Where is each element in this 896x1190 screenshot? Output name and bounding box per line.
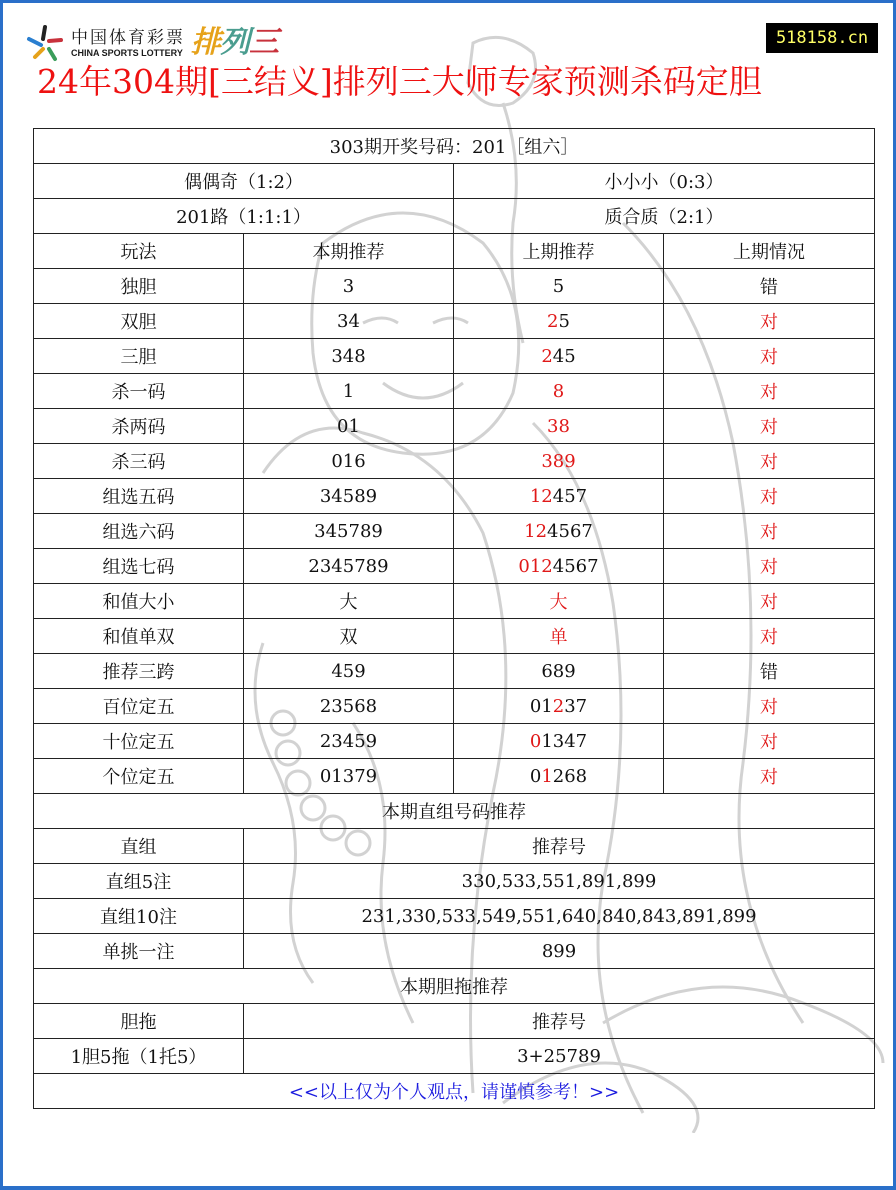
column-header: 直组 — [34, 829, 244, 864]
current-recommendation: 23568 — [244, 689, 454, 724]
column-header: 上期情况 — [664, 234, 875, 269]
current-recommendation: 34589 — [244, 479, 454, 514]
prev-other-digits: 45 — [552, 345, 576, 367]
table-row — [34, 549, 875, 584]
section-title-row — [34, 794, 875, 829]
table-row — [34, 864, 875, 899]
direct-group-section-title: 本期直组号码推荐 — [34, 794, 875, 829]
play-type: 组选七码 — [34, 549, 244, 584]
table-row — [34, 934, 875, 969]
big-small-ratio: 小小小（0:3） — [454, 164, 875, 199]
lottery-name-cn: 中国体育彩票 — [71, 27, 185, 48]
prev-hit-digits: 012 — [518, 555, 553, 577]
play-type: 杀三码 — [34, 444, 244, 479]
prev-hit-digits: 8 — [552, 380, 565, 402]
draw-result-row — [34, 129, 875, 164]
site-badge: 518158.cn — [766, 23, 878, 53]
previous-recommendation — [454, 409, 664, 444]
direct-group-label: 直组10注 — [34, 899, 244, 934]
lottery-logo — [25, 23, 325, 63]
current-recommendation: 016 — [244, 444, 454, 479]
prev-hit-digits: 38 — [547, 415, 570, 437]
previous-status: 对 — [664, 619, 875, 654]
previous-status: 对 — [664, 479, 875, 514]
table-row — [34, 759, 875, 794]
previous-recommendation — [454, 374, 664, 409]
direct-group-label: 直组5注 — [34, 864, 244, 899]
route-ratio: 201路（1:1:1） — [34, 199, 454, 234]
current-recommendation: 1 — [244, 374, 454, 409]
table-row — [34, 724, 875, 759]
previous-status: 对 — [664, 304, 875, 339]
prev-other-digits: 5 — [552, 275, 565, 297]
direct-group-header-row — [34, 829, 875, 864]
previous-recommendation — [454, 444, 664, 479]
prev-hit-digits: 0 — [529, 730, 542, 752]
prev-other-digits: 37 — [564, 695, 588, 717]
banker-drag-label: 1胆5拖（1托5） — [34, 1039, 244, 1074]
column-header: 推荐号 — [244, 1004, 875, 1039]
table-row — [34, 374, 875, 409]
section-title-row — [34, 969, 875, 1004]
prev-hit-digits: 2 — [547, 310, 559, 332]
table-row — [34, 619, 875, 654]
prediction-table — [33, 128, 875, 1109]
current-recommendation: 34 — [244, 304, 454, 339]
current-recommendation: 01379 — [244, 759, 454, 794]
current-recommendation: 大 — [244, 584, 454, 619]
prev-hit-digits: 12 — [529, 485, 553, 507]
column-header: 上期推荐 — [454, 234, 664, 269]
column-header: 玩法 — [34, 234, 244, 269]
draw-result: 303期开奖号码：201［组六］ — [34, 129, 875, 164]
banker-drag-header-row — [34, 1004, 875, 1039]
prev-other-digits: 4567 — [547, 520, 593, 542]
current-recommendation: 01 — [244, 409, 454, 444]
current-recommendation: 双 — [244, 619, 454, 654]
direct-group-numbers: 330,533,551,891,899 — [244, 864, 875, 899]
play-type: 组选五码 — [34, 479, 244, 514]
previous-recommendation — [454, 339, 664, 374]
prev-hit-digits: 2 — [541, 345, 553, 367]
direct-group-numbers: 231,330,533,549,551,640,840,843,891,899 — [244, 899, 875, 934]
prime-composite-ratio: 质合质（2:1） — [454, 199, 875, 234]
game-name-logo: 排列三 — [191, 25, 278, 60]
prev-other-digits: 5 — [558, 310, 570, 332]
page-title: 24年304期[三结义]排列三大师专家预测杀码定胆 — [37, 62, 762, 101]
table-row — [34, 654, 875, 689]
prev-other-digits: 268 — [552, 765, 588, 787]
table-row — [34, 584, 875, 619]
play-type: 三胆 — [34, 339, 244, 374]
play-type: 和值大小 — [34, 584, 244, 619]
table-row — [34, 689, 875, 724]
prev-hit-digits: 389 — [541, 450, 576, 472]
current-recommendation: 2345789 — [244, 549, 454, 584]
prev-prefix: 01 — [529, 695, 553, 717]
column-header: 推荐号 — [244, 829, 875, 864]
column-header: 胆拖 — [34, 1004, 244, 1039]
prev-hit-digits: 大 — [549, 592, 568, 613]
previous-recommendation — [454, 479, 664, 514]
play-type: 十位定五 — [34, 724, 244, 759]
previous-status: 对 — [664, 339, 875, 374]
previous-recommendation — [454, 514, 664, 549]
play-type: 独胆 — [34, 269, 244, 304]
previous-status: 对 — [664, 584, 875, 619]
table-row — [34, 444, 875, 479]
summary-row — [34, 164, 875, 199]
banker-drag-numbers: 3+25789 — [244, 1039, 875, 1074]
disclaimer: <<以上仅为个人观点，请谨慎参考！>> — [34, 1074, 875, 1109]
table-row — [34, 409, 875, 444]
table-row — [34, 1039, 875, 1074]
direct-group-numbers: 899 — [244, 934, 875, 969]
current-recommendation: 459 — [244, 654, 454, 689]
previous-recommendation — [454, 724, 664, 759]
prev-other-digits: 4567 — [552, 555, 599, 577]
play-type: 和值单双 — [34, 619, 244, 654]
play-type: 推荐三跨 — [34, 654, 244, 689]
previous-recommendation — [454, 549, 664, 584]
table-row — [34, 479, 875, 514]
previous-recommendation — [454, 759, 664, 794]
previous-status: 错 — [664, 269, 875, 304]
previous-status: 对 — [664, 724, 875, 759]
summary-row — [34, 199, 875, 234]
play-type: 百位定五 — [34, 689, 244, 724]
previous-recommendation — [454, 619, 664, 654]
previous-recommendation — [454, 304, 664, 339]
previous-status: 错 — [664, 654, 875, 689]
table-row — [34, 339, 875, 374]
prev-hit-digits: 1 — [541, 765, 553, 787]
current-recommendation: 348 — [244, 339, 454, 374]
play-type: 个位定五 — [34, 759, 244, 794]
previous-status: 对 — [664, 759, 875, 794]
previous-recommendation — [454, 269, 664, 304]
play-type: 杀一码 — [34, 374, 244, 409]
prev-hit-digits: 单 — [549, 627, 568, 648]
previous-recommendation — [454, 584, 664, 619]
previous-status: 对 — [664, 409, 875, 444]
prediction-rows — [34, 269, 875, 794]
table-row — [34, 514, 875, 549]
previous-status: 对 — [664, 514, 875, 549]
previous-recommendation — [454, 654, 664, 689]
previous-status: 对 — [664, 444, 875, 479]
prev-hit-digits: 2 — [552, 695, 565, 717]
previous-status: 对 — [664, 549, 875, 584]
play-type: 组选六码 — [34, 514, 244, 549]
table-row — [34, 269, 875, 304]
table-row — [34, 899, 875, 934]
prev-other-digits: 1347 — [541, 730, 588, 752]
table-row — [34, 304, 875, 339]
play-type: 双胆 — [34, 304, 244, 339]
odd-even-ratio: 偶偶奇（1:2） — [34, 164, 454, 199]
prev-other-digits: 689 — [541, 660, 576, 682]
play-type: 杀两码 — [34, 409, 244, 444]
footer-row — [34, 1074, 875, 1109]
current-recommendation: 23459 — [244, 724, 454, 759]
prediction-header-row — [34, 234, 875, 269]
current-recommendation: 345789 — [244, 514, 454, 549]
prev-hit-digits: 12 — [524, 520, 548, 542]
previous-recommendation — [454, 689, 664, 724]
previous-status: 对 — [664, 374, 875, 409]
prev-other-digits: 457 — [552, 485, 588, 507]
lottery-name-en: CHINA SPORTS LOTTERY — [71, 47, 183, 58]
banker-drag-section-title: 本期胆拖推荐 — [34, 969, 875, 1004]
lottery-star-logo-icon — [25, 23, 65, 63]
current-recommendation: 3 — [244, 269, 454, 304]
direct-group-label: 单挑一注 — [34, 934, 244, 969]
column-header: 本期推荐 — [244, 234, 454, 269]
previous-status: 对 — [664, 689, 875, 724]
prev-prefix: 0 — [529, 765, 542, 787]
